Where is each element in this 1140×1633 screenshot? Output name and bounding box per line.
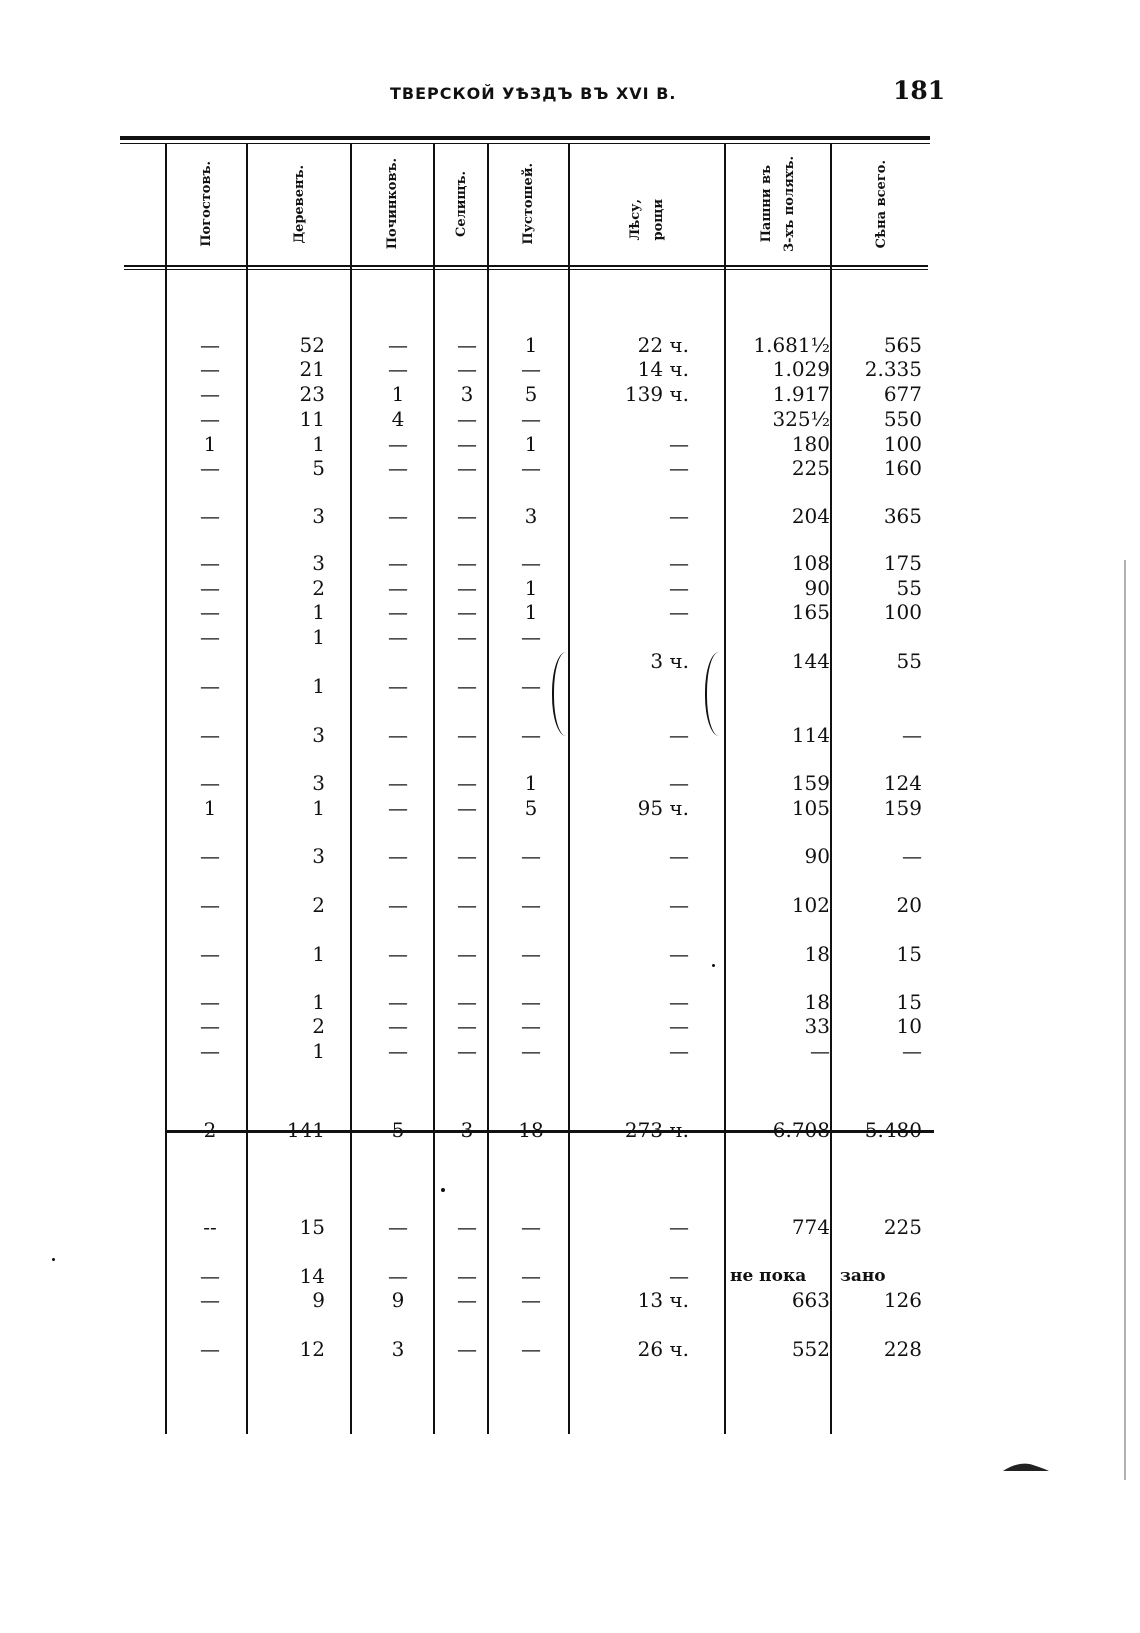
- table-cell: —: [457, 357, 477, 381]
- running-header-title: ТВЕРСКОЙ УѢЗДЪ ВЪ XVI В.: [390, 84, 677, 103]
- table-cell: 3: [460, 382, 474, 406]
- table-cell: 124: [883, 771, 922, 795]
- table-cell: не пока: [730, 1266, 807, 1286]
- column-header-lesu: [570, 175, 724, 265]
- totals-cell: 5.480: [864, 1118, 922, 1142]
- table-cell: —: [388, 551, 408, 575]
- table-cell: —: [388, 674, 408, 698]
- table-cell: 1.029: [772, 357, 830, 381]
- table-cell: —: [200, 504, 220, 528]
- table-cell: —: [388, 942, 408, 966]
- table-cell: —: [457, 723, 477, 747]
- table-cell: 100: [883, 600, 922, 624]
- table-cell: —: [521, 844, 541, 868]
- table-cell: 18: [804, 990, 830, 1014]
- table-cell: —: [200, 625, 220, 649]
- table-cell: 1: [391, 382, 405, 406]
- table-cell: —: [521, 1337, 541, 1361]
- table-cell: 21: [299, 357, 325, 381]
- table-cell: —: [388, 990, 408, 1014]
- table-cell: —: [200, 456, 220, 480]
- table-cell: 90: [804, 844, 830, 868]
- table-cell: 15: [896, 942, 922, 966]
- table-cell: 3: [312, 723, 325, 747]
- column-divider: [246, 144, 248, 1434]
- table-cell: 52: [299, 333, 325, 357]
- column-header-label: Деревенъ.: [291, 164, 307, 244]
- table-cell: —: [200, 1264, 220, 1288]
- table-cell: 55: [896, 576, 922, 600]
- table-cell: —: [200, 893, 220, 917]
- table-cell: —: [521, 551, 541, 575]
- table-cell: —: [388, 576, 408, 600]
- table-cell: 1: [312, 600, 325, 624]
- table-cell: —: [388, 357, 408, 381]
- table-cell: 159: [791, 771, 830, 795]
- table-cell: —: [200, 674, 220, 698]
- header-bottom-rule-thin: [124, 269, 928, 270]
- column-header-label: Пустошей.: [521, 163, 536, 245]
- table-cell: 33: [804, 1014, 830, 1038]
- table-cell: —: [669, 432, 689, 456]
- table-cell: —: [669, 1039, 689, 1063]
- table-cell: 3: [391, 1337, 405, 1361]
- top-rule-thin: [120, 143, 930, 144]
- table-cell: —: [521, 1039, 541, 1063]
- table-cell: 1: [524, 771, 538, 795]
- table-cell: —: [521, 625, 541, 649]
- table-cell: 225: [883, 1215, 922, 1239]
- table-cell: —: [521, 1264, 541, 1288]
- table-cell: —: [388, 771, 408, 795]
- header-bottom-rule: [124, 265, 928, 267]
- table-cell: —: [457, 1039, 477, 1063]
- table-cell: 225: [791, 456, 830, 480]
- table-cell: 1: [312, 432, 325, 456]
- table-cell: —: [457, 407, 477, 431]
- table-cell: —: [669, 504, 689, 528]
- table-cell: —: [810, 1039, 830, 1063]
- table-cell: 4: [391, 407, 405, 431]
- table-cell: —: [457, 504, 477, 528]
- table-cell: —: [669, 600, 689, 624]
- totals-cell: 6.708: [772, 1118, 830, 1142]
- table-cell: —: [457, 771, 477, 795]
- table-cell: 15: [299, 1215, 325, 1239]
- table-cell: —: [388, 432, 408, 456]
- table-cell: 15: [896, 990, 922, 1014]
- table-cell: 2.335: [864, 357, 922, 381]
- table-cell: 1: [312, 625, 325, 649]
- table-cell: 14 ч.: [637, 357, 689, 381]
- table-cell: —: [200, 844, 220, 868]
- table-cell: 13 ч.: [637, 1288, 689, 1312]
- table-cell: —: [388, 456, 408, 480]
- table-cell: --: [203, 1215, 217, 1239]
- table-cell: —: [457, 456, 477, 480]
- table-cell: —: [521, 1288, 541, 1312]
- table-cell: —: [200, 382, 220, 406]
- table-cell: —: [669, 771, 689, 795]
- table-cell: 105: [791, 796, 830, 820]
- table-cell: 100: [883, 432, 922, 456]
- column-header-label: 3-хъ поляхъ.: [782, 156, 797, 252]
- table-cell: 108: [791, 551, 830, 575]
- table-cell: 3: [312, 844, 325, 868]
- table-cell: —: [388, 796, 408, 820]
- table-cell: 1: [312, 796, 325, 820]
- table-cell: 180: [791, 432, 830, 456]
- table-cell: 1: [203, 796, 217, 820]
- table-cell: —: [902, 1039, 922, 1063]
- table-cell: —: [457, 674, 477, 698]
- table-cell: —: [521, 407, 541, 431]
- table-cell: 14: [299, 1264, 325, 1288]
- table-cell: —: [457, 990, 477, 1014]
- table-cell: —: [521, 942, 541, 966]
- table-cell: —: [669, 576, 689, 600]
- table-cell: —: [200, 407, 220, 431]
- table-cell: —: [388, 893, 408, 917]
- table-cell: —: [200, 771, 220, 795]
- table-cell: 10: [896, 1014, 922, 1038]
- table-cell: —: [457, 796, 477, 820]
- table-cell: 159: [883, 796, 922, 820]
- table-cell: —: [200, 1039, 220, 1063]
- table-cell: —: [457, 942, 477, 966]
- table-cell: —: [521, 1014, 541, 1038]
- column-divider: [724, 144, 726, 1434]
- table-cell: 3 ч.: [650, 649, 689, 673]
- table-cell: —: [200, 551, 220, 575]
- table-cell: 20: [896, 893, 922, 917]
- table-cell: 18: [804, 942, 830, 966]
- column-header-label: рощи: [651, 199, 666, 241]
- column-header-pustoshey: [489, 148, 568, 260]
- table-cell: 1: [524, 333, 538, 357]
- table-cell: —: [200, 357, 220, 381]
- table-cell: —: [200, 723, 220, 747]
- brace-bracket: [705, 652, 721, 736]
- table-cell: —: [388, 600, 408, 624]
- table-cell: 5: [524, 382, 538, 406]
- table-cell: 228: [883, 1337, 922, 1361]
- table-cell: —: [521, 723, 541, 747]
- totals-cell: 5: [391, 1118, 405, 1142]
- table-cell: —: [457, 1014, 477, 1038]
- table-cell: —: [521, 1215, 541, 1239]
- table-cell: 325½: [772, 407, 830, 431]
- table-cell: 12: [299, 1337, 325, 1361]
- table-cell: —: [200, 942, 220, 966]
- table-cell: 552: [791, 1337, 830, 1361]
- totals-cell: 273 ч.: [624, 1118, 689, 1142]
- table-cell: 9: [312, 1288, 325, 1312]
- table-cell: зано: [840, 1266, 886, 1286]
- table-cell: —: [457, 844, 477, 868]
- scan-edge-mark: [1124, 560, 1126, 1480]
- table-cell: 5: [312, 456, 325, 480]
- table-cell: —: [388, 504, 408, 528]
- column-divider: [350, 144, 352, 1434]
- table-cell: 160: [883, 456, 922, 480]
- table-cell: —: [669, 893, 689, 917]
- table-cell: 3: [312, 551, 325, 575]
- table-cell: —: [902, 723, 922, 747]
- table-cell: —: [388, 1264, 408, 1288]
- table-cell: 3: [312, 504, 325, 528]
- table-cell: —: [200, 1337, 220, 1361]
- table-cell: 95 ч.: [637, 796, 689, 820]
- column-header-selishch: [435, 148, 487, 260]
- table-cell: 1: [312, 990, 325, 1014]
- table-cell: 22 ч.: [637, 333, 689, 357]
- table-cell: 26 ч.: [637, 1337, 689, 1361]
- column-header-pogostov: [167, 148, 246, 260]
- table-cell: 1: [312, 674, 325, 698]
- top-rule-thick: [120, 136, 930, 140]
- column-divider: [830, 144, 832, 1434]
- table-cell: —: [457, 576, 477, 600]
- table-cell: —: [388, 844, 408, 868]
- table-cell: 565: [883, 333, 922, 357]
- table-cell: 1: [203, 432, 217, 456]
- table-cell: 1.681½: [753, 333, 830, 357]
- table-cell: 365: [883, 504, 922, 528]
- column-header-label: Сѣна всего.: [873, 159, 889, 249]
- table-cell: —: [669, 990, 689, 1014]
- table-cell: —: [200, 576, 220, 600]
- table-cell: —: [669, 1014, 689, 1038]
- column-header-sena: [832, 148, 930, 260]
- table-cell: —: [200, 990, 220, 1014]
- table-cell: —: [457, 1288, 477, 1312]
- table-cell: 9: [391, 1288, 405, 1312]
- table-cell: 550: [883, 407, 922, 431]
- table-cell: —: [388, 625, 408, 649]
- table-cell: —: [521, 893, 541, 917]
- table-cell: —: [200, 333, 220, 357]
- table-cell: 2: [312, 576, 325, 600]
- table-cell: —: [457, 625, 477, 649]
- print-speck: [712, 964, 715, 967]
- totals-cell: 2: [203, 1118, 217, 1142]
- table-cell: —: [902, 844, 922, 868]
- table-cell: 1: [312, 1039, 325, 1063]
- totals-cell: 18: [518, 1118, 544, 1142]
- table-cell: 2: [312, 893, 325, 917]
- table-cell: —: [669, 551, 689, 575]
- column-header-label: Погостовъ.: [199, 161, 214, 247]
- table-cell: —: [521, 674, 541, 698]
- table-cell: 55: [896, 649, 922, 673]
- table-cell: —: [388, 333, 408, 357]
- table-cell: 1.917: [772, 382, 830, 406]
- table-cell: 774: [791, 1215, 830, 1239]
- table-cell: 90: [804, 576, 830, 600]
- ink-blot: [1003, 1462, 1049, 1472]
- table-cell: —: [388, 1039, 408, 1063]
- table-cell: —: [669, 723, 689, 747]
- table-cell: 114: [791, 723, 830, 747]
- table-cell: —: [669, 1215, 689, 1239]
- print-speck: [52, 1258, 55, 1261]
- table-cell: 175: [883, 551, 922, 575]
- table-cell: 23: [299, 382, 325, 406]
- column-header-pashni: [726, 148, 830, 260]
- column-divider: [165, 144, 167, 1434]
- table-cell: 1: [524, 576, 538, 600]
- table-cell: 5: [524, 796, 538, 820]
- table-cell: —: [669, 456, 689, 480]
- column-header-dereven: [248, 148, 350, 260]
- table-cell: —: [521, 357, 541, 381]
- totals-cell: 141: [286, 1118, 325, 1142]
- column-header-label: Починковъ.: [385, 158, 400, 250]
- table-cell: —: [521, 990, 541, 1014]
- table-cell: 1: [524, 432, 538, 456]
- page-number: 181: [893, 76, 946, 105]
- table-cell: —: [457, 1337, 477, 1361]
- table-cell: —: [457, 551, 477, 575]
- table-cell: —: [200, 1014, 220, 1038]
- table-cell: —: [457, 333, 477, 357]
- table-cell: 1: [524, 600, 538, 624]
- column-header-label: Селищъ.: [453, 171, 469, 237]
- table-cell: —: [669, 844, 689, 868]
- table-cell: 11: [299, 407, 325, 431]
- table-cell: 1: [312, 942, 325, 966]
- table-cell: 663: [791, 1288, 830, 1312]
- table-cell: —: [388, 1215, 408, 1239]
- table-cell: 144: [791, 649, 830, 673]
- table-cell: —: [457, 1264, 477, 1288]
- table-cell: —: [457, 432, 477, 456]
- table-cell: —: [457, 1215, 477, 1239]
- table-cell: 165: [791, 600, 830, 624]
- table-cell: 2: [312, 1014, 325, 1038]
- column-header-label: Лѣсу,: [628, 199, 643, 241]
- table-cell: 677: [883, 382, 922, 406]
- table-cell: —: [200, 1288, 220, 1312]
- totals-cell: 3: [460, 1118, 474, 1142]
- table-cell: —: [521, 456, 541, 480]
- column-header-label: Пашни въ: [759, 165, 774, 243]
- table-cell: 126: [883, 1288, 922, 1312]
- table-cell: —: [669, 942, 689, 966]
- table-cell: 204: [791, 504, 830, 528]
- table-cell: —: [457, 600, 477, 624]
- table-cell: 3: [524, 504, 538, 528]
- table-cell: —: [669, 1264, 689, 1288]
- table-cell: 139 ч.: [624, 382, 689, 406]
- table-cell: —: [457, 893, 477, 917]
- table-cell: —: [388, 1014, 408, 1038]
- column-header-pochinkov: [352, 148, 433, 260]
- table-cell: 102: [791, 893, 830, 917]
- table-cell: 3: [312, 771, 325, 795]
- print-speck: [441, 1188, 445, 1192]
- table-cell: —: [200, 600, 220, 624]
- table-cell: —: [388, 723, 408, 747]
